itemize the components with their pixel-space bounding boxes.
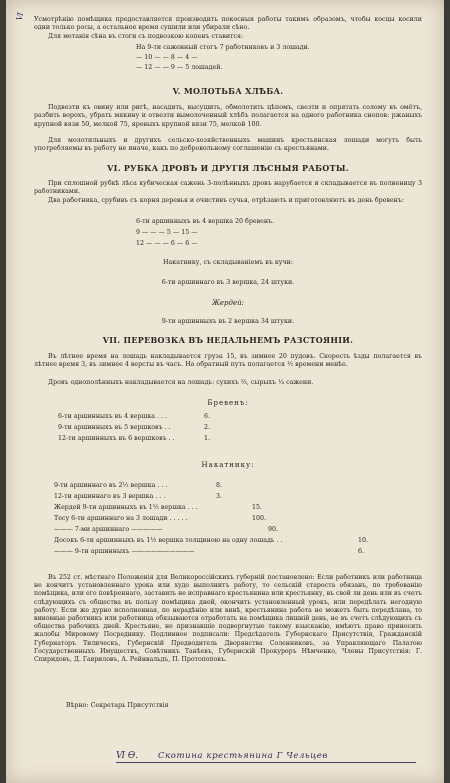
list-item-value: 2. [204,424,211,431]
stack-row-1: На 9-ти саженный стогъ 7 работниковъ и 3 лошади. [136,44,310,51]
document-page [6,0,444,783]
poles-row: 9-ти аршинныхъ въ 2 вершка 34 штуки. [161,318,295,325]
list-item: 12-ти аршинныхъ въ 6 вершковъ . . [58,435,175,442]
list-item: Досокъ 6-ти аршинныхъ въ 1½ вершка толщиною на одну лошадь . . [54,537,283,544]
nakatnik-row: 6-ти аршиннаго въ 3 вершка, 24 штуки. [161,279,295,286]
section-7-paragraph-2: Дровъ однополѣнныхъ накладывается на лошадь: сухихъ ⅓, сырыхъ ¼ сажени. [48,379,314,386]
signature-right: Скотина крестьянина Г Чельцев [158,751,328,761]
list-item: 9-ти аршинныхъ въ 5 вершковъ . . [58,424,171,431]
intro-paragraph: Усмотрѣнію помѣщика предоставляется производить покосныя работы такимъ образомъ, чтобы косцы косили одни только росы, а остальное время сушили или убирали сѣно. [34,16,422,32]
list-item-value: 6. [358,548,365,555]
logs-row-1: 6-ти аршинныхъ въ 4 вершка 20 бревенъ. [136,218,275,225]
list-item-value: 8. [216,482,223,489]
section-6-paragraph-1: При сплошной рубкѣ лѣса кубическая сажень 3-полѣнныхъ дровъ нарубается и складывается въ полненицу 3 работниками. [34,180,422,196]
intro-paragraph-2: Для метанія сѣна въ стоги съ подвозкою копенъ ставится: [48,33,244,40]
logs-subheading: Бревенъ: [207,399,249,407]
section-7-heading: VII. ПЕРЕВОЗКА ВЪ НЕДАЛЬНЕМЪ РАЗСТОЯНІИ. [102,335,354,345]
signature-left: Ⅵ Ѳ. [116,751,139,761]
list-item: ——— 7-ми аршиннаго ————— [54,526,163,533]
section-5-paragraph-2: Для молотильныхъ и другихъ сельско-хозяйственныхъ машинъ крестьянская лошади могутъ быть употребляемы въ работу не иначе, какъ по добровольному соглашенію съ крестьянами. [34,137,422,153]
list-item: Тесу 6-ти аршиннаго на 3 лошади . . . . . [54,515,188,522]
section-7-paragraph-1: Въ лѣтнее время на лошадь накладывается груза 15, въ зимнее 20 пудовъ. Скорость ѣзды полагается въ лѣтнее время 3, въ зимнее 4 версты въ часъ. На обратный путь полагается ½ времени менѣе. [34,353,422,369]
list-item: 6-ти аршинныхъ въ 4 вершка . . . [58,413,168,420]
nakatnik-label: Накатнику, съ складываніемъ въ кучи: [163,259,293,266]
section-6-heading: VI. РУБКА ДРОВЪ И ДРУГІЯ ЛѢСНЫЯ РАБОТЫ. [107,163,349,173]
section-6-paragraph-2: Два работника, срубивъ съ корня деревья и очистивъ сучья, отрѣзають и приготовляютъ въ день бревенъ: [48,197,404,204]
signature-underline [116,762,416,763]
logs-row-3: 12 — — — 6 — 6 — [136,240,198,247]
list-item-value: 100. [252,515,267,522]
list-item: Жердей 9-ти аршинныхъ въ 1½ вершка . . . [54,504,198,511]
list-item-value: 6. [204,413,211,420]
logs-row-2: 9 — — — 5 — 15 — [136,229,198,236]
list-item-value: 1. [204,435,211,442]
stack-row-2: — 10 — — 8 — 4 — [136,54,198,61]
list-item-value: 90. [268,526,279,533]
list-item: ——— 9-ти аршинныхъ —————————— [54,548,195,555]
section-5-heading: V. МОЛОТЬБА ХЛѢБА. [172,86,284,96]
section-7-final-paragraph: Въ 252 ст. мѣстнаго Положенія для Великороссійскихъ губерній постановлено: Если работникъ или работница не кончитъ установленнаго урока или худо выполнитъ работу, то сельскій староста обязанъ, по требованію помѣщика, или его повѣреннаго, заставить не исправнаго крестьянина или крестьянку, въ свой ли день или въ счетъ слѣдующихъ съ общества въ пользу помѣщика дней, окончить установленный урокъ, или передѣлать негодную работу. Если же дурно исполненная, по нерадѣнію или винѣ, крестьянина работа не можетъ быть передѣлана, то виновные работникъ или работница обязываются отработать на помѣщика лишній день, не въ счетъ слѣдующихъ съ общества рабочихъ дней. Крестьяне, не признавшіе подвергнутые такому взысканію, имѣютъ право приносить жалобы Мировому Посреднику. Подлинное подписали: Предсѣдатель Губернскаго Присутствія, Гражданскій Губернаторъ Тилическъ, Губернскій Предводитель Дворянства Соленниковъ, за Управляющаго Палатою Государственныхъ Имуществъ, Совѣтникъ Танѣевъ, Губернскій Прокуроръ Нѣмченко, Члены Присутствія: Г. Спиридовъ, Д. Гавриловъ, А. Рейнвальдъ, П. Протопоповъ. [34,574,422,664]
poles-label: Жердей: [212,299,244,307]
stack-row-3: — 12 — — 9 — 5 лошадей. [136,64,223,71]
nakatnik-subheading: Накатнику: [201,461,255,469]
list-item-value: 10. [358,537,369,544]
margin-handwritten-note: Ⅵ [14,11,26,22]
section-5-paragraph-1: Подвезти къ овину или ригѣ, насадить, высушить, обмолотить цѣпомъ, свезти и опрятать солому въ омётъ, разбить ворохъ, убрать мякину и отвезти вымолоченный хлѣбъ полагается на одного работника снопов: ржаныхъ крупной вязи 50, мелкой 75, яровыхъ крупной вязи 75, мелкой 100. [34,104,422,128]
list-item: 9-ти аршиннаго въ 2½ вершка . . . [54,482,168,489]
list-item-value: 15. [252,504,263,511]
attestation: Вѣрно: Секретарь Присутствія [66,702,169,709]
list-item-value: 3. [216,493,223,500]
list-item: 12-ти аршиннаго въ 3 вершка . . . [54,493,166,500]
